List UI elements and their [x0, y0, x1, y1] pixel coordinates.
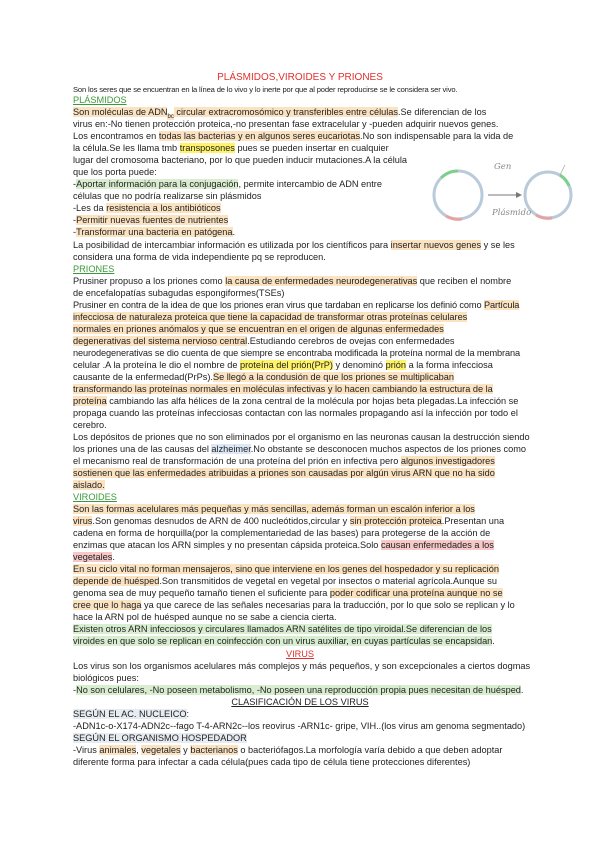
gene-segment-left — [441, 171, 458, 178]
priones-line-18: aislado. — [73, 480, 105, 490]
viroides-line-11: Existen otros ARN infecciosos y circulares llamados ARN satélites de tipo viroidal.Se diferencian de los — [73, 624, 492, 634]
section-heading-viroides: VIROIDES — [73, 492, 117, 502]
priones-line-5: normales en priones anómalos y que se encuentran en el origen de algunas enfermedades — [73, 324, 444, 334]
nucleic-acid-line: -ADN1c-o-X174-ADN2c--fago T-4-ARN2c--los reovirus -ARN1c- gripe, VIH..(los virus am genoma segmentado) — [73, 721, 526, 731]
priones-line-3: Prusiner en contra de la idea de que los priones eran virus que tardaban en replicarse los definió como Partícula — [73, 300, 520, 310]
priones-line-2: de encefalopatías subagudas espongiformes(TSEs) — [73, 288, 285, 298]
virus-line-3: -No son celulares, -No poseen metabolismo, -No poseen una reproducción propia pues necesitan de huésped. — [73, 685, 524, 695]
virus-line-2: biológicos pues: — [73, 673, 139, 683]
host-line-1: -Virus animales, vegetales y bacterianos o bacteriófagos.La morfología varía debido a que deben adoptar — [73, 745, 503, 755]
gen-pointer-line — [560, 165, 565, 175]
priones-line-11: proteína cambiando las alfa hélices de la zona central de la molécula por hojas beta plegadas.La infección se — [73, 396, 519, 406]
virus-line-1: Los virus son los organismos acelulares más complejos y más pequeños, y son excepcionales a ciertos dogmas — [73, 661, 531, 671]
plasmidos-line-7: -Aportar información para la conjugación, permite intercambio de ADN entre — [73, 179, 382, 189]
section-heading-priones: PRIONES — [73, 264, 115, 274]
viroides-line-5: vegetales. — [73, 552, 115, 562]
priones-line-1: Prusiner propuso a los priones como la causa de enfermedades neurodegenerativas que reciben el nombre — [73, 276, 512, 286]
viroides-line-4: enzimas que atacan los ARN simples y no presentan cápsida proteica.Solo causan enfermedades a los — [73, 540, 494, 550]
section-heading-plasmidos: PLÁSMIDOS — [73, 95, 127, 105]
viroides-line-3: cadena en forma de horquilla(por la complementariedad de las bases) para protegerse de la acción de — [73, 528, 491, 538]
plasmidos-line-11: -Transformar una bacteria en patógena. — [73, 227, 236, 237]
nucleic-acid-heading: SEGÚN EL AC. NUCLEICO: — [73, 709, 190, 719]
viroides-line-10: hace la ARN pol de huésped aunque no se sabe a ciencia cierta. — [73, 612, 337, 622]
plasmidos-line-3: Los encontramos en todas las bacterias y en algunos seres eucariotas.No son indispensable para la vida de — [73, 131, 514, 141]
priones-line-15: los priones una de las causas del alzheimer.No obstante se desconocen muchos aspectos de los priones como — [73, 444, 527, 454]
priones-line-17: sostienen que las enfermedades atribuidas a priones son causadas por algún virus ARN que no ha sido — [73, 468, 495, 478]
priones-line-16: el mecanismo real de transformación de una proteína del prión en infectiva pero algunos investigadores — [73, 456, 495, 466]
intro-text: Son los seres que se encuentran en la línea de lo vivo y lo inerte por que al poder reproducirse se le considera ser vivo. — [73, 85, 458, 94]
priones-line-7: neurodegenerativas se dio cuenta de que siempre se encontraba modificada la proteína normal de la membrana — [73, 348, 521, 358]
plasmidos-line-9: -Les da resistencia a los antibióticos — [73, 203, 221, 213]
viroides-line-7: depende de huésped.Son transmitidos de vegetal en vegetal por insectos o material agrícola.Aunque su — [73, 576, 497, 586]
viroides-line-6: En su ciclo vital no forman mensajeros, sino que interviene en los genes del hospedador y su replicación — [73, 564, 499, 574]
plasmidos-line-8: células que no podría realizarse sin plásmidos — [73, 191, 262, 201]
plasmid-label: Plásmido — [492, 208, 532, 218]
section-heading-virus: VIRUS — [285, 649, 315, 659]
plasmid-diagram — [428, 160, 578, 230]
viroides-line-9: cree que lo haga ya que carece de las señales necesarias para la traducción, por lo que solo se replican y lo — [73, 600, 515, 610]
plasmidos-line-5: lugar del cromosoma bacteriano, por lo que pueden inducir mutaciones.A la célula — [73, 155, 408, 165]
viroides-line-2: virus.Son genomas desnudos de ARN de 400 nucleótidos,circular y sin protección proteica.Presentan una — [73, 516, 505, 526]
viroides-line-8: genoma sea de muy pequeño tamaño tienen el suficiente para poder codificar una proteína aunque no se — [73, 588, 503, 598]
host-line-2: diferente forma para infectar a cada célula(pues cada tipo de célula tiene protecciones diferentes) — [73, 757, 471, 767]
priones-line-14: Los depósitos de priones que no son eliminados por el organismo en las neuronas causan la destrucción siendo — [73, 432, 530, 442]
plasmidos-line-12: La posibilidad de intercambiar información es utilizada por los científicos para insertar nuevos genes y se les — [73, 240, 515, 250]
priones-line-12: propaga cuando las proteínas infecciosas contactan con las normales propagando así la infección por todo el — [73, 408, 518, 418]
priones-line-13: cerebro. — [73, 420, 107, 430]
document-title: PLÁSMIDOS,VIROIDES Y PRIONES — [217, 72, 383, 83]
plasmidos-line-13: considera una forma de vida independiente pq se reproducen. — [73, 252, 326, 262]
priones-line-9: causante de la enfermedad(PrPs).Se llegó a la condusión de que los priones se multiplicaban — [73, 372, 455, 382]
host-organism-heading: SEGÚN EL ORGANISMO HOSPEDADOR — [73, 733, 247, 743]
gene-segment-right — [560, 175, 569, 186]
plasmidos-line-6: que los porta puede: — [73, 167, 157, 177]
plasmidos-line-4: la célula.Se les llama tmb transposones pues se pueden insertar en cualquier — [73, 143, 389, 153]
gen-label: Gen — [494, 162, 512, 172]
transfer-arrow-head — [516, 192, 522, 198]
priones-line-4: infecciosa de naturaleza proteica que tiene la capacidad de transformar otras proteínas celulares — [73, 312, 468, 322]
priones-line-6: degenerativas del sistema nervioso central.Estudiando cerebros de ovejas con enfermedades — [73, 336, 455, 346]
classification-heading: CLASIFICACIÓN DE LOS VIRUS — [231, 697, 369, 707]
plasmidos-line-2: virus en:-No tienen protección proteica,-no presentan fase extracelular y -pueden adquirir nuevos genes. — [73, 119, 499, 129]
plasmidos-line-10: -Permitir nuevas fuentes de nutrientes — [73, 215, 229, 225]
priones-line-10: transformando las proteínas normales en moléculas infectivas y lo hacen cambiando la estructura de la — [73, 384, 493, 394]
plasmidos-line-1: Son moléculas de $ADN_{bc}$ circular extracromosómico y transferibles entre células.Se diferencian de los — [73, 107, 487, 120]
viroides-line-1: Son las formas acelulares más pequeñas y más sencillas, además forman un escalón inferior a los — [73, 504, 475, 514]
priones-line-8: celular .A la proteína le dio el nombre de proteína del prión(PrP) y denominó prión a la forma infecciosa — [73, 360, 493, 370]
viroides-line-12: viroides en que solo se replican en coinfección con un virus auxiliar, en cuyas partículas se encapsidan. — [73, 636, 495, 646]
